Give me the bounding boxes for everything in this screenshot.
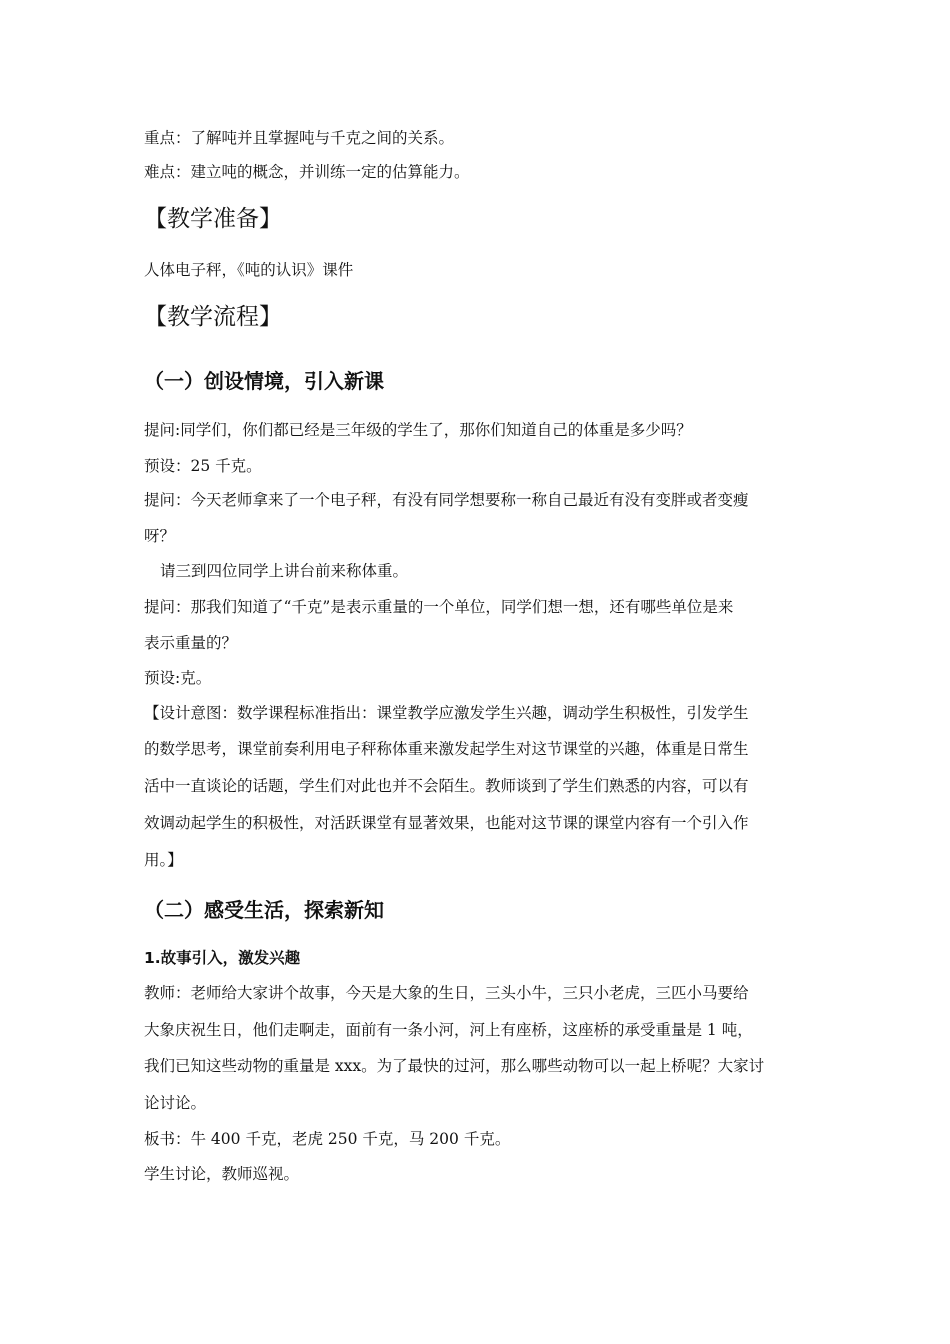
section1-line: 提问：今天老师拿来了一个电子秤，有没有同学想要称一称自己最近有没有变胖或者变瘦: [144, 491, 749, 509]
section2-line: 论讨论。: [144, 1094, 207, 1112]
section2-line: 板书：牛 400 千克，老虎 250 千克，马 200 千克。: [144, 1130, 511, 1148]
section1-line: 表示重量的？: [144, 634, 238, 652]
flow-heading: 【教学流程】: [144, 304, 282, 330]
difficulty-line: 难点：建立吨的概念，并训练一定的估算能力。: [144, 163, 470, 181]
section2-subheading: 1.故事引入，激发兴趣: [144, 949, 301, 967]
design-intent-line: 活中一直谈论的话题，学生们对此也并不会陌生。教师谈到了学生们熟悉的内容，可以有: [144, 777, 749, 795]
prep-text: 人体电子秤，《吨的认识》课件: [144, 261, 354, 279]
section2-line: 大象庆祝生日，他们走啊走，面前有一条小河，河上有座桥，这座桥的承受重量是 1 吨，: [144, 1021, 753, 1039]
design-intent-line: 的数学思考，课堂前奏利用电子秤称体重来激发起学生对这节课堂的兴趣，体重是日常生: [144, 740, 749, 758]
section2-heading: （二）感受生活，探索新知: [144, 898, 384, 922]
design-intent-line: 【设计意图：数学课程标准指出：课堂教学应激发学生兴趣，调动学生积极性，引发学生: [144, 704, 749, 722]
section2-line: 我们已知这些动物的重量是 xxx。为了最快的过河，那么哪些动物可以一起上桥呢？大家讨: [144, 1057, 765, 1075]
focus-line: 重点：了解吨并且掌握吨与千克之间的关系。: [144, 129, 455, 147]
section1-line: 呀？: [144, 527, 176, 545]
section1-line: 预设:克。: [144, 669, 212, 687]
section1-line: 提问:同学们，你们都已经是三年级的学生了，那你们知道自己的体重是多少吗？: [144, 421, 692, 439]
prep-heading: 【教学准备】: [144, 206, 282, 232]
section1-heading: （一）创设情境，引入新课: [144, 369, 384, 393]
section2-line: 教师：老师给大家讲个故事，今天是大象的生日，三头小牛，三只小老虎，三匹小马要给: [144, 984, 749, 1002]
design-intent-line: 用。】: [144, 851, 183, 869]
design-intent-line: 效调动起学生的积极性，对活跃课堂有显著效果，也能对这节课的课堂内容有一个引入作: [144, 814, 749, 832]
section1-line: 请三到四位同学上讲台前来称体重。: [160, 562, 409, 580]
section1-line: 预设：25 千克。: [144, 457, 262, 475]
section1-line: 提问：那我们知道了“千克”是表示重量的一个单位，同学们想一想，还有哪些单位是来: [144, 598, 734, 616]
section2-line: 学生讨论，教师巡视。: [144, 1165, 300, 1183]
